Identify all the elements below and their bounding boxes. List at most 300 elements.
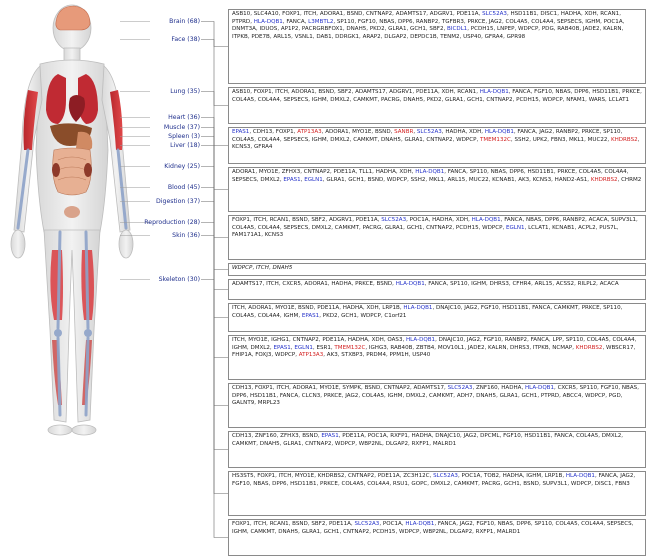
gene-name: HSD11B1 — [510, 11, 537, 17]
gene-name: GLRA1 — [326, 176, 345, 183]
gene-name: FGF10 — [483, 337, 502, 343]
gene-name: POC1A — [382, 521, 402, 527]
gene-name: COL4A5 — [232, 96, 255, 103]
gene-name: XDH — [366, 305, 379, 311]
gene-name: JAG2 — [464, 305, 478, 311]
gene-name: CAMKMT — [553, 305, 579, 311]
gene-name: PACRG — [481, 480, 501, 487]
gene-name: BSND — [376, 281, 393, 287]
gene-name: CNTNAP2 — [347, 473, 375, 479]
gene-name: BSND — [292, 521, 308, 527]
gene-name: FGF10 — [476, 521, 495, 527]
gene-name: BSND — [523, 480, 539, 487]
gene-name: BSND — [346, 11, 363, 17]
gene-name: FGF10 — [600, 385, 619, 391]
gene-name: TGFBR3 — [441, 18, 464, 25]
gene-name: DMXL2 — [330, 96, 350, 103]
gene-name: PACRG — [362, 224, 382, 231]
gene-name: DNMT3A — [232, 26, 256, 33]
gene-name: AK3 — [326, 352, 338, 359]
gene-name: CNTNAP2 — [486, 96, 513, 103]
gene-name: FOXP1 — [254, 385, 273, 391]
gene-name: MYO1E — [294, 473, 315, 479]
gene-name: HADHA — [411, 433, 432, 439]
gene-name: MRPL23 — [257, 400, 280, 407]
gene-name: TOB2 — [483, 473, 500, 479]
gene-name: DDRGK1 — [335, 34, 360, 41]
gene-name: DISC1 — [594, 480, 612, 487]
gene-name: EPAS1 — [273, 344, 291, 351]
gene-name: FGF10 — [357, 18, 376, 25]
gene-name: ABCC4 — [562, 392, 582, 399]
gene-name: GLRA1 — [499, 392, 518, 399]
gene-name: RCAN1 — [600, 11, 620, 17]
gene-name: HADHA — [342, 305, 363, 311]
gene-name: SP110 — [469, 169, 488, 175]
gene-name: NBAS — [379, 18, 395, 25]
gene-name: FGF10 — [232, 480, 250, 487]
gene-name: WBP2NL — [358, 440, 383, 447]
gene-name: KHDRBS2 — [575, 344, 603, 351]
gene-name: HADHA — [502, 473, 523, 479]
gene-name: KCNS3 — [532, 176, 552, 183]
gene-name: POC1A — [409, 217, 429, 223]
gene-name: GLRA1 — [404, 136, 423, 143]
gene-name: CNTNAP2 — [383, 385, 410, 391]
gene-name: EGLN1 — [294, 344, 313, 351]
organ-label: Skin (36) — [172, 232, 200, 239]
gene-name: LCLAT1 — [608, 96, 630, 103]
gene-name: DPP6 — [516, 521, 531, 527]
gene-name: GCH1 — [323, 528, 340, 535]
gene-name: PCDH15 — [470, 26, 494, 33]
gene-name: BSND — [374, 129, 391, 135]
gene-name: IGHM — [526, 473, 542, 479]
gene-name: GCH1 — [348, 176, 365, 183]
gene-name: XDH — [441, 89, 454, 95]
gene-name: L3MBTL2 — [308, 18, 334, 25]
gene-name: XDH — [371, 337, 384, 343]
gene-name: ADORA1 — [304, 281, 328, 287]
leader-line — [201, 236, 228, 494]
gene-name: KCNAB1 — [552, 224, 575, 231]
gene-name: GLRA1 — [445, 96, 464, 103]
gene-name: RAB40B — [557, 26, 580, 33]
organ-label: Skeleton (30) — [158, 276, 200, 283]
organ-label: Lung (35) — [170, 88, 200, 95]
gene-name: CNTNAP2 — [365, 11, 393, 17]
gene-name: DAB1 — [316, 34, 332, 41]
gene-name: FOXP1 — [232, 217, 250, 223]
leader-line — [201, 22, 228, 47]
gene-name: PACRGRBFOX1 — [301, 26, 343, 33]
leader-line — [201, 223, 228, 450]
gene-name: SEPSECS — [232, 176, 257, 183]
gene-name: PUS7L — [599, 224, 617, 231]
gene-name: COL4A4 — [257, 224, 280, 231]
gene-name: ATP13A3 — [297, 129, 322, 135]
gene-name: POC1A — [461, 473, 481, 479]
gene-name: KALRN — [603, 26, 622, 33]
gene-name: MKL1 — [569, 136, 585, 143]
gene-name: CNTNAP2 — [303, 169, 330, 175]
gene-name: ITCH — [266, 281, 279, 287]
gene-name: ITCH — [303, 11, 317, 17]
gene-name: COL4A5 — [576, 433, 599, 439]
gene-box: ASB10, FOXP1, ITCH, ADORA1, BSND, SBF2, ADAMTS17, ADGRV1, PDE11A, XDH, RCAN1, HLA-DQB1, FANCA, FGF10, NBAS, DPP6, HSD11B1, PRKCE, COL4A5, COL4A4, SEPSECS, IGHM, DMXL2, CAMKMT, PACRG, DNAH5, PKD2, GLRA1, GCH1, CNTNAP2, PCDH15, WDPCP, NFAM1, WARS, LCLAT1 — [228, 87, 646, 124]
gene-name: ASB10 — [232, 89, 251, 95]
gene-name: ITPKB — [232, 34, 248, 41]
leader-line — [201, 92, 228, 146]
gene-name: MOV10L1 — [437, 344, 465, 351]
gene-name: HS3ST5 — [232, 473, 254, 479]
gene-name: ITCH — [278, 473, 292, 479]
gene-name: SANBR — [394, 129, 414, 135]
gene-name: ZFHX3 — [280, 433, 299, 439]
gene-name: COL4A5 — [361, 392, 385, 399]
gene-name: PRKCE — [355, 281, 373, 287]
gene-name: DPP6 — [574, 89, 589, 95]
gene-name: FGF10 — [480, 305, 499, 311]
gene-name: FOXP1 — [253, 89, 272, 95]
gene-name: FANCA — [598, 473, 617, 479]
gene-name: USP40 — [463, 34, 482, 41]
gene-name: COL4A4 — [604, 169, 627, 175]
gene-name: JAG2 — [539, 129, 553, 135]
gene-name: COL4A5 — [555, 521, 578, 527]
gene-name: SBF2 — [429, 26, 444, 33]
leader-line — [201, 146, 228, 290]
gene-name: DHRS3 — [489, 281, 509, 287]
gene-name: PDE11A — [328, 521, 351, 527]
gene-name: SP110 — [579, 385, 598, 391]
gene-name: FANCA — [447, 169, 467, 175]
gene-name: KHDRBS2 — [590, 176, 618, 183]
gene-name: ATP13A3 — [298, 352, 324, 359]
gene-name: PDE7B — [251, 34, 270, 41]
gene-name: WDPCP — [482, 224, 503, 231]
gene-name: SLC52A3 — [433, 473, 458, 479]
gene-name: FANCA — [554, 433, 573, 439]
gene-name: PDE11A — [355, 217, 378, 223]
gene-name: ARL15 — [447, 176, 466, 183]
gene-name: MYO1E — [275, 305, 295, 311]
organ-label: Muscle (37) — [163, 124, 200, 131]
gene-name: PCDH15 — [516, 96, 539, 103]
gene-name: SP110 — [450, 281, 468, 287]
gene-name: JAG2 — [345, 392, 359, 399]
gene-name: FANCA — [530, 337, 549, 343]
gene-name: BSND — [298, 305, 314, 311]
gene-name: HSD11B1 — [592, 89, 619, 95]
organ-label: Kidney (25) — [164, 163, 200, 170]
gene-name: COL4A4 — [257, 136, 280, 143]
gene-name: WDPCP — [232, 265, 253, 271]
gene-name: HLA-DQB1 — [524, 385, 555, 391]
gene-name: MYO1E — [248, 337, 268, 343]
gene-name: GCH1 — [521, 392, 538, 399]
gene-name: HLA-DQB1 — [415, 169, 445, 175]
gene-name: FBN3 — [615, 480, 630, 487]
gene-name: PRKCE — [320, 480, 338, 487]
gene-name: COL4A4 — [531, 18, 554, 25]
gene-name: RILPL2 — [577, 281, 597, 287]
gene-name: RANBP2 — [562, 217, 586, 223]
gene-name: DNAH5 — [403, 96, 424, 103]
leader-line — [201, 202, 228, 406]
gene-name: DEPDC1B — [410, 34, 437, 41]
gene-name: DPP6 — [232, 392, 247, 399]
gene-name: GLRA1 — [301, 528, 321, 535]
gene-name: ASB10 — [232, 11, 251, 17]
gene-name: HADHA — [501, 385, 522, 391]
gene-name: SBF2 — [311, 217, 326, 223]
gene-name: ADAMTS17 — [232, 281, 263, 287]
gene-name: LNPEP — [497, 26, 515, 33]
gene-name: NBAS — [497, 521, 513, 527]
gene-name: FBN3 — [550, 136, 566, 143]
gene-name: NBAS — [555, 89, 571, 95]
gene-name: CLCN3 — [301, 392, 321, 399]
gene-name: XDH — [399, 169, 412, 175]
gene-name: WDPCP — [386, 176, 408, 183]
gene-name: FANCA — [428, 281, 447, 287]
gene-name: DMXL2 — [406, 392, 426, 399]
gene-name: USP40 — [412, 352, 431, 359]
gene-name: PRKCE — [557, 169, 576, 175]
gene-name: ACACA — [588, 217, 608, 223]
gene-name: HADHA — [445, 129, 466, 135]
gene-name: CDH13 — [232, 385, 252, 391]
gene-name: ACPL2 — [578, 224, 596, 231]
gene-name: EPAS1 — [232, 129, 250, 135]
gene-name: PRKCE — [323, 392, 342, 399]
gene-name: IGHM — [232, 344, 247, 351]
gene-name: EPAS1 — [321, 433, 339, 439]
gene-name: PACRG — [381, 96, 400, 103]
gene-name: HLA-DQB1 — [484, 129, 514, 135]
gene-name: HSD11B1 — [290, 480, 317, 487]
gene-name: CAMKMT — [250, 528, 275, 535]
gene-name: DHRS3 — [510, 344, 530, 351]
gene-name: ADAMTS17 — [395, 11, 427, 17]
gene-name: TMEM132C — [334, 344, 366, 351]
gene-name: IGHG1 — [271, 337, 290, 343]
gene-name: MYO1E — [352, 129, 372, 135]
gene-name: CAMKMT — [353, 136, 378, 143]
gene-name: RCAN1 — [269, 217, 289, 223]
gene-name: RXFP1 — [475, 528, 494, 535]
gene-name: HADHA — [375, 169, 396, 175]
gene-name: DMXL2 — [601, 433, 622, 439]
gene-name: WDPCP — [517, 26, 539, 33]
gene-name: FANCA — [517, 129, 536, 135]
gene-name: XDH — [584, 11, 597, 17]
gene-name: RXFP1 — [390, 433, 408, 439]
gene-name: EPAS1 — [301, 312, 320, 319]
gene-name: SEPSECS — [283, 96, 309, 103]
gene-name: COL4A4 — [367, 480, 390, 487]
gene-name: SBF2 — [337, 89, 352, 95]
gene-name: SUPV3L1 — [611, 217, 636, 223]
gene-name: ACSS2 — [555, 281, 575, 287]
leader-line — [201, 40, 228, 106]
organ-label: Spleen (3) — [168, 133, 200, 140]
gene-name: SYMPK — [342, 385, 362, 391]
gene-name: BSND — [364, 385, 381, 391]
gene-name: RCAN1 — [457, 89, 477, 95]
gene-name: SP110 — [336, 18, 355, 25]
gene-name: AP1P2 — [280, 26, 299, 33]
gene-name: SEPSECS — [283, 136, 309, 143]
leader-line — [201, 167, 228, 318]
gene-name: WBSCR17 — [605, 344, 634, 351]
gene-name: ADORA1 — [292, 385, 316, 391]
gene-name: PDE11A — [456, 11, 479, 17]
gene-name: HADHA — [432, 217, 453, 223]
gene-name: PRKCE — [581, 305, 600, 311]
gene-name: ZBTB4 — [415, 344, 435, 351]
gene-name: ADORA1 — [291, 89, 315, 95]
gene-name: ADORA1 — [319, 11, 344, 17]
gene-name: PRKCE — [467, 18, 486, 25]
gene-name: LRP1B — [382, 305, 400, 311]
gene-name: ZNF160 — [254, 433, 277, 439]
gene-name: WBP2NL — [422, 528, 447, 535]
gene-name: C1orf21 — [384, 312, 407, 319]
gene-name: MYO1E — [258, 169, 279, 175]
leader-line — [201, 128, 228, 238]
gene-name: VSNL1 — [294, 34, 313, 41]
gene-name: MUC22 — [587, 136, 608, 143]
gene-name: FAM171A1 — [232, 232, 262, 239]
gene-name: ITCH — [232, 305, 245, 311]
gene-name: ITCH — [275, 89, 288, 95]
gene-name: PDE11A — [317, 305, 340, 311]
gene-name: IGHM — [311, 136, 327, 143]
gene-name: GCH1 — [503, 480, 520, 487]
gene-name: MKL1 — [428, 176, 444, 183]
gene-name: GLRA1 — [384, 224, 404, 231]
gene-name: PKD2 — [426, 96, 442, 103]
gene-name: FOXP1 — [257, 473, 276, 479]
gene-name: XDH — [469, 129, 482, 135]
gene-name: WDPCP — [334, 440, 356, 447]
gene-name: EPAS1 — [283, 176, 301, 183]
gene-name: HLA-DQB1 — [253, 18, 283, 25]
gene-name: ZC3H12C — [403, 473, 430, 479]
gene-name: WDPCP — [542, 96, 563, 103]
gene-name: RANBP2 — [555, 129, 579, 135]
gene-name: COL4A4 — [257, 96, 280, 103]
gene-name: DLGAP2 — [384, 34, 407, 41]
gene-name: HLA-DQB1 — [406, 337, 436, 343]
organ-label: Heart (36) — [168, 114, 200, 121]
gene-name: IGHG3 — [368, 344, 387, 351]
gene-name: KCNAB1 — [492, 176, 515, 183]
gene-box: FOXP1, ITCH, RCAN1, BSND, SBF2, ADGRV1, PDE11A, SLC52A3, POC1A, HADHA, XDH, HLA-DQB1, FANCA, NBAS, DPP6, RANBP2, ACACA, SUPV3L1, COL4A5, COL4A4, SEPSECS, DMXL2, CAMKMT, PACRG, GLRA1, GCH1, CNTNAP2, PCDH15, WDPCP, EGLN1, LCLAT1, KCNAB1, ACPL2, PUS7L, FAM171A1, KCNS3 — [228, 215, 646, 260]
gene-name: COL4A5 — [586, 337, 609, 343]
gene-name: DPP6 — [544, 217, 560, 223]
gene-name: PGD — [608, 392, 621, 399]
gene-name: BSND — [367, 176, 384, 183]
gene-name: PCDH15 — [455, 224, 479, 231]
gene-name: FOXP1 — [275, 129, 294, 135]
gene-box: ADAMTS17, ITCH, CXCR5, ADORA1, HADHA, PRKCE, BSND, HLA-DQB1, FANCA, SP110, IGHM, DHRS3, CFHR4, ARL15, ACSS2, RILPL2, ACACA — [228, 279, 646, 300]
gene-name: LPP — [552, 337, 563, 343]
gene-name: JAG2 — [463, 433, 477, 439]
gene-box: ADORA1, MYO1E, ZFHX3, CNTNAP2, PDE11A, TLL1, HADHA, XDH, HLA-DQB1, FANCA, SP110, NBAS, DPP6, HSD11B1, PRKCE, COL4A5, COL4A4, SEPSECS, DMXL2, EPAS1, EGLN1, GLRA1, GCH1, BSND, WDPCP, SSH2, MKL1, ARL15, MUC22, KCNAB1, AK3, KCNS3, HAND2-AS1, KHDRBS2, CHRM2 — [228, 167, 646, 212]
gene-name: CAMKMT — [429, 392, 454, 399]
gene-name: BSND — [318, 89, 334, 95]
gene-name: GCH1 — [466, 96, 483, 103]
gene-name: TENM2 — [440, 34, 460, 41]
gene-name: DNAH5 — [476, 392, 497, 399]
gene-name: CHRM2 — [621, 176, 642, 183]
gene-name: RXFP1 — [411, 440, 430, 447]
organ-label: Blood (45) — [167, 184, 200, 191]
gene-name: ITPKB — [532, 344, 549, 351]
gene-name: SLC52A3 — [447, 385, 473, 391]
gene-name: ADAMTS17 — [413, 385, 445, 391]
gene-name: IGHM — [387, 392, 403, 399]
gene-name: AK3 — [518, 176, 530, 183]
gene-name: PKD2 — [322, 312, 338, 319]
gene-name: HSD11B1 — [250, 392, 277, 399]
gene-name: CXCR5 — [282, 281, 301, 287]
gene-name: FOXJ3 — [255, 352, 272, 359]
gene-name: LCLAT1 — [528, 224, 549, 231]
gene-name: DNAH5 — [259, 440, 280, 447]
gene-name: PDE11A — [342, 433, 365, 439]
gene-name: HADHA — [331, 281, 352, 287]
gene-name: CNTNAP2 — [292, 337, 319, 343]
gene-name: RCAN1 — [269, 521, 289, 527]
gene-name: UPK2 — [532, 136, 548, 143]
gene-name: SEPSECS — [556, 18, 582, 25]
gene-name: PCDH15 — [372, 528, 396, 535]
gene-name: HSD11B1 — [524, 433, 551, 439]
gene-name: HLA-DQB1 — [471, 217, 501, 223]
gene-name: COL4A5 — [232, 136, 255, 143]
gene-name: NFAM1 — [566, 96, 586, 103]
gene-name: PPM1H — [389, 352, 409, 359]
gene-name: GCH1 — [341, 312, 357, 319]
gene-name: COL4A4 — [581, 521, 604, 527]
gene-name: GCH1 — [406, 224, 423, 231]
gene-name: GLRA1 — [388, 26, 407, 33]
gene-name: DNAJC10 — [438, 337, 464, 343]
gene-name: COL4A5 — [578, 169, 601, 175]
gene-name: CXCR5 — [557, 385, 577, 391]
gene-name: NBAS — [526, 217, 542, 223]
gene-name: GFRA4 — [253, 144, 273, 151]
gene-name: DMXL2 — [260, 176, 280, 183]
gene-name: COL4A5 — [341, 480, 364, 487]
gene-name: ITCH — [276, 385, 290, 391]
gene-name: ZNF160 — [475, 385, 498, 391]
gene-name: CAMKMT — [232, 440, 257, 447]
gene-name: WDPCP — [584, 392, 606, 399]
gene-name: DPP6 — [272, 480, 287, 487]
gene-name: MYO1E — [319, 385, 339, 391]
gene-name: GCH1 — [410, 26, 426, 33]
gene-name: SLC52A3 — [354, 521, 380, 527]
gene-name: COL4A5 — [232, 224, 255, 231]
gene-name: WDPCP — [274, 352, 296, 359]
gene-name: ADORA1 — [325, 129, 349, 135]
gene-name: GFRA4 — [484, 34, 504, 41]
